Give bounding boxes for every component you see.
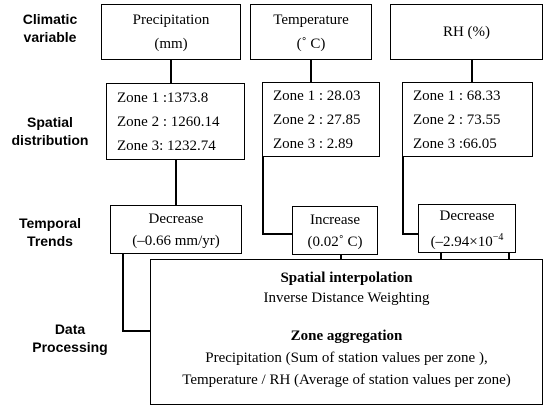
rh-trend-box [418,204,516,253]
trend-rate-base: (–2.94×10 [430,233,493,250]
zone-value: Zone 2 : 73.55 [413,111,501,128]
temperature-zones-box [262,82,380,157]
temperature-variable-box [250,4,372,60]
trend-direction: Decrease [439,207,495,224]
connector-line [170,60,172,83]
trend-rate-exponent: −4 [492,231,504,243]
zone-value: Zone 3: 1232.74 [117,137,216,154]
spatial-interpolation-method: Inverse Distance Weighting [263,290,430,306]
connector-line [471,60,473,82]
zone-value: Zone 2 : 1260.14 [117,113,220,130]
zone-value: Zone 1 :1373.8 [117,89,209,106]
zone-aggregation-line: Temperature / RH (Average of station values per zone) [182,372,511,388]
variable-unit-line: (˚ C) [296,36,326,52]
connector-line [262,157,264,234]
row-label-line: Processing [32,339,108,355]
variable-unit-line: (mm) [154,36,188,52]
variable-name-line: RH (%) [442,24,491,40]
zone-value: Zone 3 : 2.89 [273,135,353,152]
spatial-interpolation-title: Spatial interpolation [280,270,413,286]
connector-line [122,330,150,332]
variable-name-line: Precipitation [132,12,210,28]
rh-variable-box [390,4,543,60]
row-label-spatial-distribution [0,113,100,149]
variable-name-line: Temperature [273,12,349,28]
trend-direction: Increase [310,211,360,228]
trend-rate: (0.02˚ C) [307,233,363,250]
trend-rate: (–0.66 mm/yr) [132,232,220,249]
connector-line [402,233,418,235]
row-label-temporal-trends [0,214,100,250]
precipitation-zones-box [106,83,245,160]
zone-value: Zone 1 : 68.33 [413,87,501,104]
zone-value: Zone 1 : 28.03 [273,87,361,104]
row-label-data-processing [20,320,120,356]
row-label-line: Data [54,321,86,337]
precipitation-variable-box [101,4,241,60]
connector-line [122,254,124,331]
row-label-line: Trends [27,233,73,249]
zone-aggregation-title: Zone aggregation [290,328,403,344]
temperature-trend-box [292,206,378,255]
rh-zones-box [402,82,533,157]
row-label-climatic-variable [0,10,100,46]
trend-direction: Decrease [148,210,204,227]
connector-line [262,233,292,235]
zone-value: Zone 2 : 27.85 [273,111,361,128]
trend-rate [431,227,504,253]
connector-line [175,160,177,205]
zone-aggregation-line: Precipitation (Sum of station values per zone ), [205,350,488,366]
precipitation-trend-box [110,205,242,254]
row-label-line: distribution [11,132,89,148]
row-label-line: variable [23,29,77,45]
row-label-line: Spatial [27,114,73,130]
connector-line [402,157,404,234]
connector-line [310,60,312,82]
zone-value: Zone 3 :66.05 [413,135,497,152]
row-label-line: Temporal [19,215,81,231]
data-processing-box [150,259,543,405]
row-label-line: Climatic [22,11,78,27]
